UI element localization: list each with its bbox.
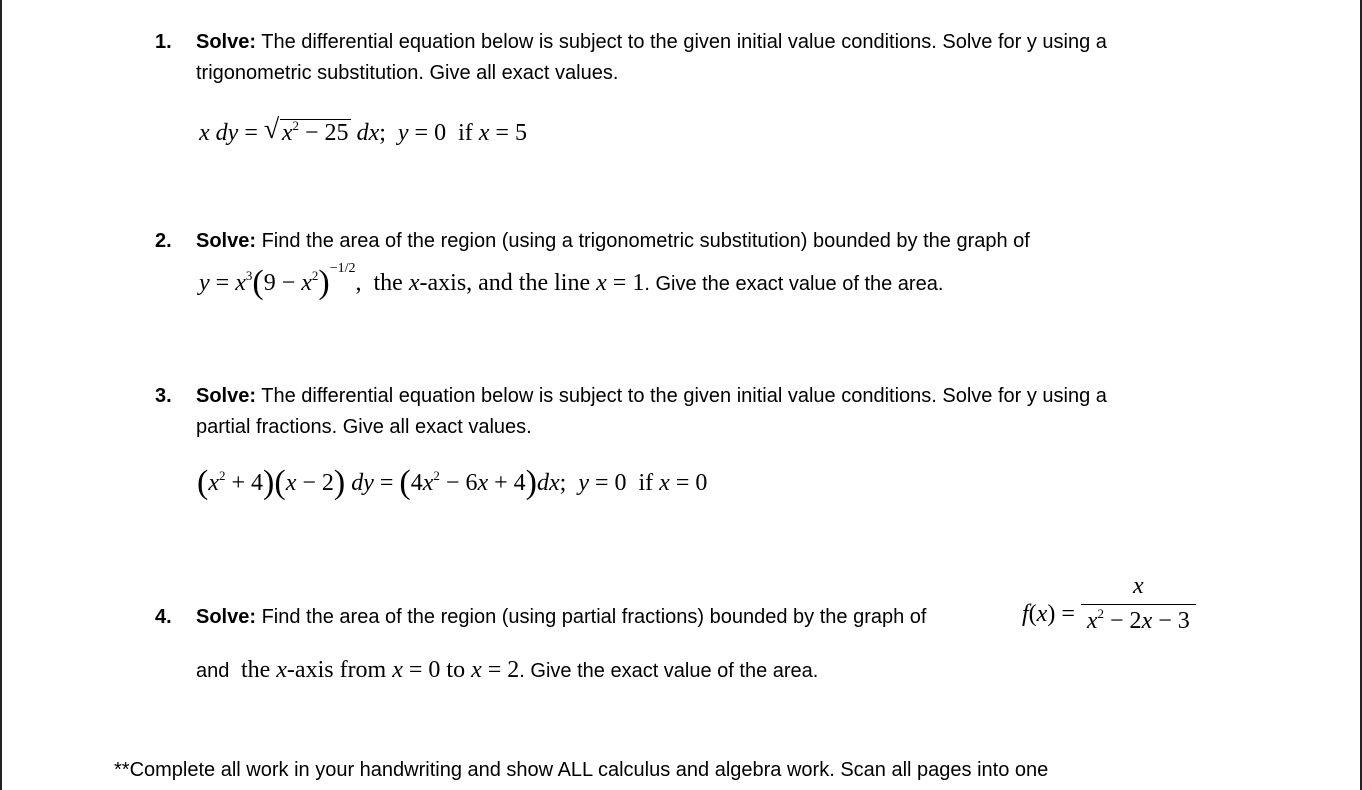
question-label: Solve: bbox=[196, 230, 257, 252]
equation-lhs: x dy = bbox=[199, 120, 258, 146]
equation-rest: dx; y = 0 if x = 5 bbox=[356, 120, 527, 146]
line-prefix: and bbox=[196, 660, 230, 682]
question-tail: . Give the exact value of the area. bbox=[519, 660, 819, 682]
fraction bbox=[1081, 572, 1196, 635]
question-line-1: Find the area of the region (using a trigonometric substitution) bounded by the graph of bbox=[261, 230, 1030, 252]
question-text bbox=[196, 226, 1236, 257]
fraction-denominator: $x^2 - 2x - 3$ bbox=[1086, 606, 1190, 634]
bounds-math: the x-axis from x = 0 to x = 2 bbox=[234, 657, 520, 683]
question-label: Solve: bbox=[196, 606, 257, 628]
region-bounds: , the x-axis, and the line x = 1 bbox=[355, 270, 645, 296]
question-label: Solve: bbox=[196, 31, 257, 53]
question-line-2: partial fractions. Give all exact values. bbox=[196, 416, 532, 438]
square-root: √ $x^2 - 25$ bbox=[263, 114, 349, 146]
question-line-1: Find the area of the region (using partial fractions) bounded by the graph of bbox=[261, 606, 927, 628]
question-label: Solve: bbox=[196, 385, 257, 407]
instructions-footer: **Complete all work in your handwriting and show ALL calculus and algebra work. Scan all pages into one bbox=[114, 759, 1049, 781]
question-number: 1. bbox=[155, 31, 172, 53]
question-text bbox=[196, 381, 1236, 443]
question-number: 2. bbox=[155, 230, 172, 252]
question-line-1: The differential equation below is subject to the given initial value conditions. Solve for y using a bbox=[261, 31, 1107, 53]
question-2-expression bbox=[199, 261, 944, 301]
differential-equation: $(x^2 + 4)(x - 2)$ dy = $(4x^2 - 6x + 4)dx$; y = 0 if x = 0 bbox=[197, 464, 708, 501]
question-text bbox=[196, 27, 1236, 89]
question-line-2: trigonometric substitution. Give all exact values. bbox=[196, 62, 619, 84]
fraction-numerator: x bbox=[1081, 572, 1196, 605]
function-expression: $y = x^3(9 - x^2)^{-1/2}$ bbox=[199, 261, 356, 301]
differential-equation bbox=[199, 114, 527, 149]
question-number: 3. bbox=[155, 385, 172, 407]
question-4-bounds bbox=[196, 655, 818, 687]
question-line-1: The differential equation below is subject to the given initial value conditions. Solve for y using a bbox=[261, 385, 1107, 407]
question-number: 4. bbox=[155, 606, 172, 628]
question-tail: . Give the exact value of the area. bbox=[644, 273, 944, 295]
function-definition: f(x) = $\frac{x}{x^2 - 2x - 3}$ bbox=[1022, 586, 1196, 649]
